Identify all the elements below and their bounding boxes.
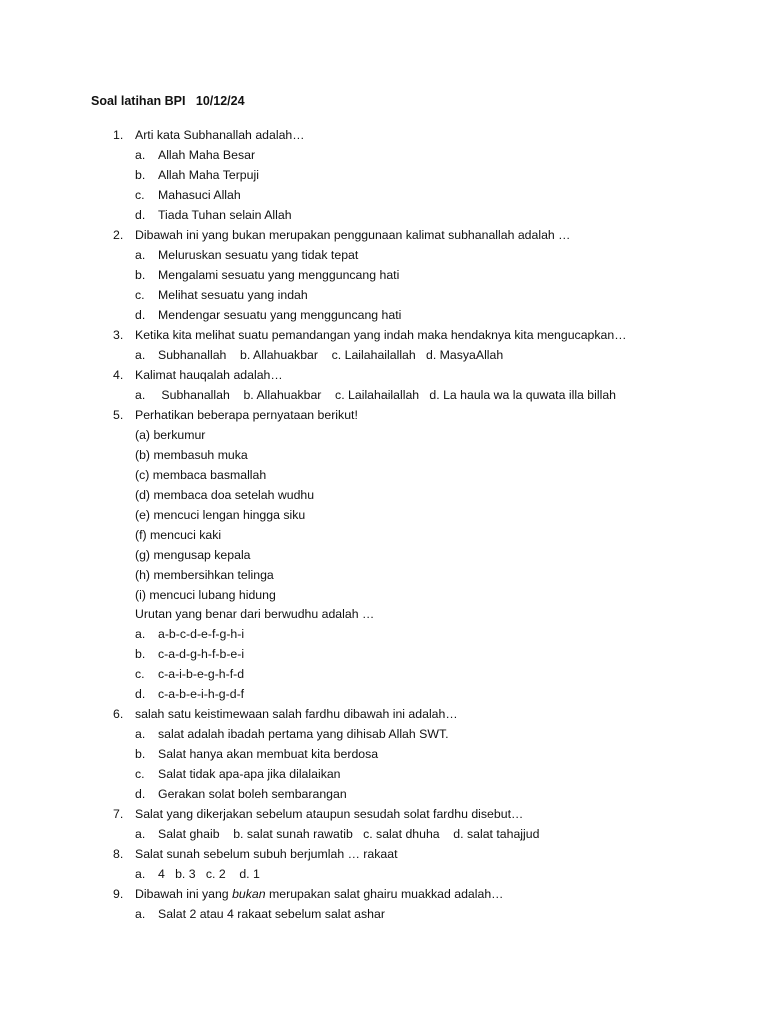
- option-text: c-a-b-e-i-h-g-d-f: [158, 687, 245, 701]
- question-text: Arti kata Subhanallah adalah…: [135, 128, 305, 142]
- option-text: c-a-i-b-e-g-h-f-d: [158, 667, 245, 681]
- question-text-part: Dibawah ini yang: [135, 887, 233, 901]
- statement-line: (a) berkumur: [135, 428, 206, 442]
- option-text: Melihat sesuatu yang indah: [158, 288, 308, 302]
- option-label: a.: [135, 148, 146, 162]
- option-label: d.: [135, 687, 146, 701]
- question-number: 1.: [113, 128, 124, 142]
- question-text-emphasis: bukan: [232, 887, 266, 901]
- question-number: 6.: [113, 707, 124, 721]
- question-number: 4.: [113, 368, 124, 382]
- statement-line: Urutan yang benar dari berwudhu adalah …: [135, 607, 375, 621]
- option-text: Gerakan solat boleh sembarangan: [158, 787, 347, 801]
- statement-line: (d) membaca doa setelah wudhu: [135, 488, 315, 502]
- question-number: 5.: [113, 408, 124, 422]
- question-text: Perhatikan beberapa pernyataan berikut!: [135, 408, 358, 422]
- option-text: Allah Maha Terpuji: [158, 168, 259, 182]
- question-text: Salat sunah sebelum subuh berjumlah … rakaat: [135, 847, 398, 861]
- statement-line: (h) membersihkan telinga: [135, 568, 274, 582]
- statement-line: (e) mencuci lengan hingga siku: [135, 508, 306, 522]
- statement-line: (i) mencuci lubang hidung: [135, 588, 276, 602]
- option-text: Salat 2 atau 4 rakaat sebelum salat ashar: [158, 907, 385, 921]
- option-label: b.: [135, 647, 146, 661]
- option-label: a.: [135, 867, 146, 881]
- option-label: c.: [135, 767, 145, 781]
- option-label: a.: [135, 827, 146, 841]
- option-label: a.: [135, 727, 146, 741]
- option-label: c.: [135, 667, 145, 681]
- question-text: Salat yang dikerjakan sebelum ataupun sesudah solat fardhu disebut…: [135, 807, 524, 821]
- question-text: salah satu keistimewaan salah fardhu dibawah ini adalah…: [135, 707, 458, 721]
- option-text: Mendengar sesuatu yang mengguncang hati: [158, 308, 402, 322]
- statement-line: (g) mengusap kepala: [135, 548, 251, 562]
- statement-line: (f) mencuci kaki: [135, 528, 222, 542]
- option-label: b.: [135, 747, 146, 761]
- option-label: c.: [135, 288, 145, 302]
- option-text: Meluruskan sesuatu yang tidak tepat: [158, 248, 359, 262]
- option-text: Salat hanya akan membuat kita berdosa: [158, 747, 379, 761]
- question-number: 7.: [113, 807, 124, 821]
- option-label: a.: [135, 248, 146, 262]
- question-number: 8.: [113, 847, 124, 861]
- option-text: Subhanallah b. Allahuakbar c. Lailahailallah d. MasyaAllah: [158, 348, 504, 362]
- question-text: Kalimat hauqalah adalah…: [135, 368, 283, 382]
- option-text: Salat tidak apa-apa jika dilalaikan: [158, 767, 341, 781]
- option-text: salat adalah ibadah pertama yang dihisab Allah SWT.: [158, 727, 449, 741]
- option-label: b.: [135, 168, 146, 182]
- question-number: 2.: [113, 228, 124, 242]
- question-number: 3.: [113, 328, 124, 342]
- question-text: [135, 886, 503, 902]
- option-text: c-a-d-g-h-f-b-e-i: [158, 647, 245, 661]
- option-label: b.: [135, 268, 146, 282]
- question-text-part: merupakan salat ghairu muakkad adalah…: [265, 887, 504, 901]
- option-label: a.: [135, 348, 146, 362]
- option-text: Salat ghaib b. salat sunah rawatib c. salat dhuha d. salat tahajjud: [158, 827, 540, 841]
- option-label: d.: [135, 208, 146, 222]
- option-text: 4 b. 3 c. 2 d. 1: [158, 867, 260, 881]
- document-title: Soal latihan BPI 10/12/24: [91, 94, 245, 108]
- option-label: c.: [135, 188, 145, 202]
- option-text: Mengalami sesuatu yang mengguncang hati: [158, 268, 400, 282]
- option-label: a.: [135, 388, 146, 402]
- question-text: Ketika kita melihat suatu pemandangan yang indah maka hendaknya kita mengucapkan…: [135, 328, 627, 342]
- option-label: d.: [135, 787, 146, 801]
- option-text: Mahasuci Allah: [158, 188, 241, 202]
- option-label: a.: [135, 907, 146, 921]
- question-number: 9.: [113, 887, 124, 901]
- option-label: d.: [135, 308, 146, 322]
- option-text: Tiada Tuhan selain Allah: [158, 208, 292, 222]
- question-text: Dibawah ini yang bukan merupakan penggunaan kalimat subhanallah adalah …: [135, 228, 571, 242]
- statement-line: (c) membaca basmallah: [135, 468, 267, 482]
- option-text: a-b-c-d-e-f-g-h-i: [158, 627, 245, 641]
- option-label: a.: [135, 627, 146, 641]
- statement-line: (b) membasuh muka: [135, 448, 248, 462]
- option-text: Allah Maha Besar: [158, 148, 256, 162]
- option-text: Subhanallah b. Allahuakbar c. Lailahailallah d. La haula wa la quwata illa billah: [158, 388, 617, 402]
